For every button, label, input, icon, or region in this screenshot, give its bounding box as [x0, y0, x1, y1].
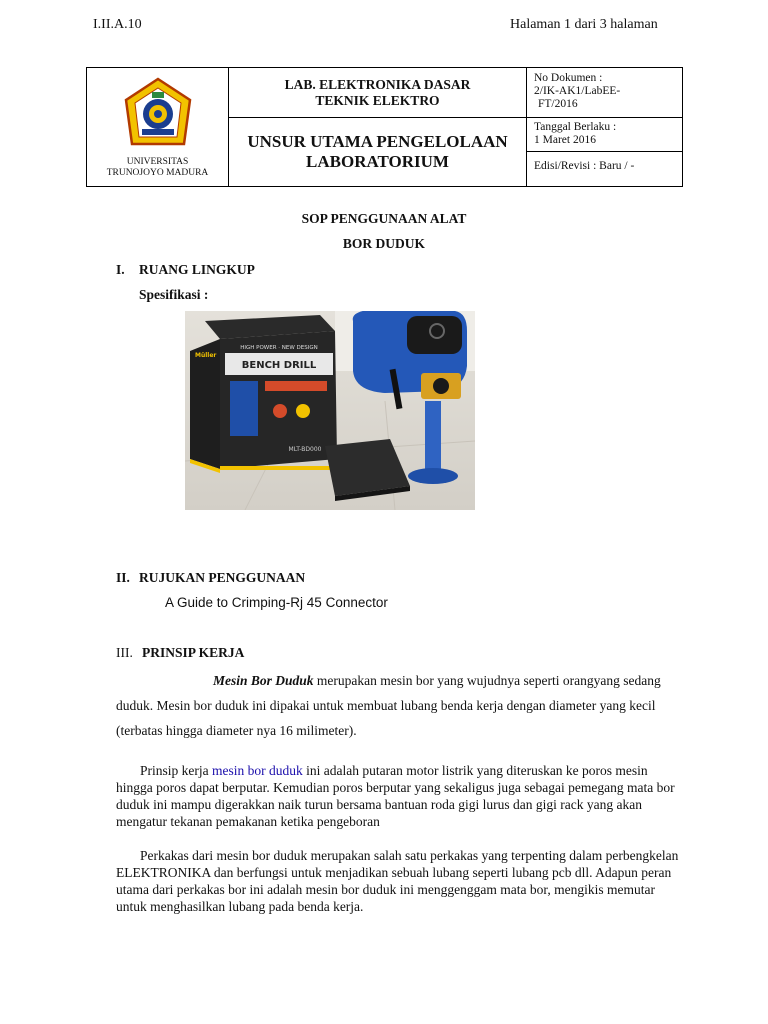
box-tagline: HIGH POWER · NEW DESIGN [240, 345, 318, 351]
section-1-number: I. [116, 262, 125, 277]
university-name-line2: TRUNOJOYO MADURA [106, 167, 209, 178]
paragraph-1 [116, 668, 676, 743]
unsur-title-line1: UNSUR UTAMA PENGELOLAAN [247, 132, 508, 151]
logo-cell [87, 68, 229, 187]
paragraph-2 [116, 762, 686, 830]
paragraph-1-term: Mesin Bor Duduk [213, 673, 314, 688]
box-brand: Müller [195, 352, 217, 359]
document-number-value2: FT/2016 [538, 98, 578, 110]
effective-date-value: 1 Maret 2016 [534, 134, 596, 146]
paragraph-3-text: Perkakas dari mesin bor duduk merupakan salah satu perkakas yang terpenting dalam perbengkelan ELEKTRONIKA dan berfungsi untuk menjadikan sebuah lubang seperti lubang pcb dll. Adapun peran utama dari perkakas bor ini adalah mesin bor duduk ini menggenggam mata bor, mengikis memutar untuk menghasilkan lubang pada benda kerja. [116, 848, 679, 914]
page-info: Halaman 1 dari 3 halaman [510, 17, 658, 32]
box-model: MLT-BD000 [288, 446, 322, 453]
section-3-number: III. [116, 645, 133, 660]
reference-text: A Guide to Crimping-Rj 45 Connector [165, 595, 388, 610]
box-label: BENCH DRILL [241, 360, 317, 371]
date-edition-cell [527, 118, 683, 187]
effective-date-label: Tanggal Berlaku : [534, 121, 617, 133]
paragraph-3 [116, 847, 686, 915]
paragraph-2-link[interactable]: mesin bor duduk [212, 763, 303, 778]
spec-label: Spesifikasi : [139, 287, 209, 302]
lab-name-line1: LAB. ELEKTRONIKA DASAR [284, 76, 471, 92]
bench-drill-photo [185, 311, 475, 510]
unsur-title-line2: LABORATORIUM [306, 152, 449, 171]
section-2-number: II. [116, 570, 130, 585]
lab-name-cell [229, 68, 527, 118]
sop-title: SOP PENGGUNAAN ALAT [301, 211, 467, 226]
document-number-label: No Dokumen : [534, 72, 603, 84]
unsur-title-cell [229, 118, 527, 187]
section-2-heading: RUJUKAN PENGGUNAAN [139, 570, 306, 585]
paragraph-2-text: ini adalah putaran motor listrik yang diteruskan ke poros mesin hingga poros dapat berputar. Kemudian poros berputar yang sekaligus juga sebagai pemegang mata bor duduk ini mampu digerakkan naik turun bersama bantuan roda gigi lurus dan gigi rack yang akan mengatur tekanan pemakanan ketika pengeboran [116, 763, 675, 829]
lab-name-line2: TEKNIK ELEKTRO [315, 92, 440, 108]
university-name-line1: UNIVERSITAS [126, 156, 189, 167]
document-code: I.II.A.10 [93, 17, 142, 32]
document-header-table [86, 67, 683, 187]
edition-revision: Edisi/Revisi : Baru / - [534, 160, 635, 172]
section-3-heading: PRINSIP KERJA [142, 645, 245, 660]
document-number-cell [527, 68, 683, 118]
paragraph-1-text: merupakan mesin bor yang wujudnya seperti orangyang sedang duduk. Mesin bor duduk ini dipakai untuk membuat lubang benda kerja dengan diameter yang kecil (terbatas hingga diameter nya 16 milimeter). [116, 673, 661, 738]
university-logo [122, 76, 194, 148]
paragraph-2-start: Prinsip kerja [140, 763, 212, 778]
section-1-heading: RUANG LINGKUP [139, 262, 255, 277]
document-number-value1: 2/IK-AK1/LabEE- [534, 85, 621, 97]
sop-subtitle: BOR DUDUK [342, 236, 426, 251]
